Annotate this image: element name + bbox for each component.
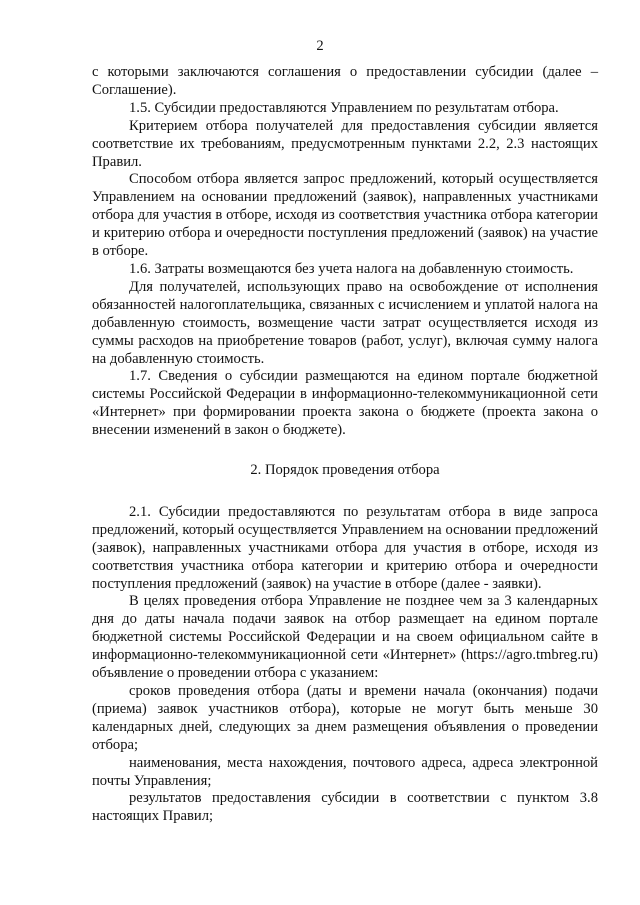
document-body <box>92 64 598 826</box>
paragraph-1-6: 1.6. Затраты возмещаются без учета налога на добавленную стоимость. <box>129 260 574 277</box>
paragraph-2-1: 2.1. Субсидии предоставляются по результатам отбора в виде запроса предложений, который осуществляется Управлением на основании предложений (заявок), направленных участниками отбора для участия в отборе, исходя из соответствия участника отбора категории и критерию отбора и очередности поступления предложений (заявок) на участие в отборе (далее - заявки). <box>92 503 598 592</box>
paragraph-announcement: В целях проведения отбора Управление не позднее чем за 3 календарных дня до даты начала подачи заявок на отбор размещает на едином портале бюджетной системы Российской Федерации и на своем официальном сайте в информационно-телекоммуникационной сети «Интернет» (https://agro.tmbreg.ru) объявление о проведении отбора с указанием: <box>92 593 598 682</box>
paragraph-1-5: 1.5. Субсидии предоставляются Управлением по результатам отбора. <box>129 99 559 116</box>
page-number: 2 <box>316 38 324 54</box>
paragraph-vat-exemption: Для получателей, использующих право на освобождение от исполнения обязанностей налогоплательщика, связанных с исчислением и уплатой налога на добавленную стоимость, возмещение части затрат осуществляется исходя из суммы расходов на приобретение товаров (работ, услуг), включая сумму налога на добавленную стоимость. <box>92 278 598 367</box>
paragraph-deadlines: сроков проведения отбора (даты и времени начала (окончания) подачи (приема) заявок участников отбора), которые не могут быть меньше 30 календарных дней, следующих за днем размещения объявления о проведении отбора; <box>92 683 598 753</box>
paragraph-selection-method: Способом отбора является запрос предложений, который осуществляется Управлением на основании предложений (заявок), направленных участниками отбора для участия в отборе, исходя из соответствия участника отбора категории и критерию отбора и очередности поступления предложений (заявок) на участие в отборе. <box>92 171 598 260</box>
paragraph-contacts: наименования, места нахождения, почтового адреса, адреса электронной почты Управления; <box>92 754 598 789</box>
paragraph-1-4-continued: с которыми заключаются соглашения о предоставлении субсидии (далее – Соглашение). <box>92 64 598 98</box>
paragraph-results: результатов предоставления субсидии в соответствии с пунктом 3.8 настоящих Правил; <box>92 790 598 825</box>
section-heading: 2. Порядок проведения отбора <box>250 462 440 479</box>
paragraph-1-7: 1.7. Сведения о субсидии размещаются на едином портале бюджетной системы Российской Федерации в информационно-телекоммуникационной сети «Интернет» при формировании проекта закона о бюджете (проекта закона о внесении изменений в закон о бюджете). <box>92 368 598 439</box>
paragraph-selection-criterion: Критерием отбора получателей для предоставления субсидии является соответствие их требованиям, предусмотренным пунктами 2.2, 2.3 настоящих Правил. <box>92 117 598 170</box>
